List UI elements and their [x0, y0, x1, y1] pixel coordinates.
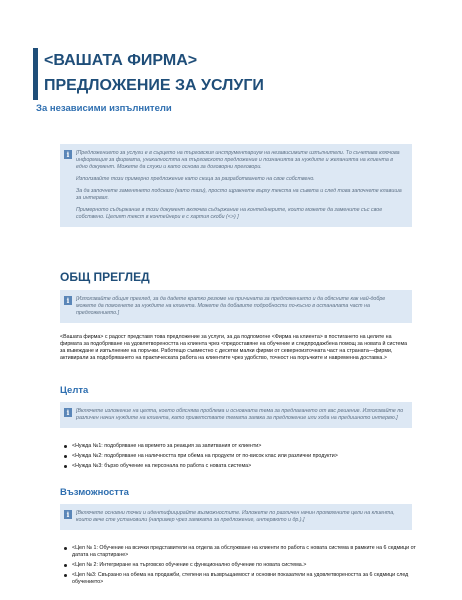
- title-block: [44, 51, 264, 95]
- company-name: <ВАШАТА ФИРМА>: [44, 52, 198, 69]
- list-item: <Цел № 2: Интегриране на търговско обучение с функционално обучение по новата система.>: [72, 562, 422, 569]
- tip-paragraph: [Използвайте общия преглед, за да дадете кратко резюме на причината за предложението и да обясните как най-добре можете да помогнете за нуждите на клиента. Можете да добавите подробности по-късно в останалата част на предложението.]: [76, 296, 386, 316]
- opportunity-heading: Възможността: [60, 487, 129, 498]
- list-item: <Нужда №3: бързо обучение на персонала по работа с новата система>: [72, 463, 422, 470]
- tip-paragraph: Примерното съдържание в този документ включва съдържание на контейнерите, които можете да замените със свое собствено. Целият текст в контейнери е с хартия скоби (<>) ]: [76, 207, 383, 220]
- document-title: ПРЕДЛОЖЕНИЕ ЗА УСЛУГИ: [44, 77, 264, 94]
- opportunity-tip-box: [60, 504, 412, 530]
- list-item: <Нужда №1: подобряване на времето за реакция за запитвания от клиенти>: [72, 443, 422, 450]
- info-icon: i: [64, 296, 72, 305]
- opportunity-list: [60, 545, 422, 589]
- info-icon: i: [64, 150, 72, 159]
- info-icon: i: [64, 510, 72, 519]
- list-item: <Нужда №2: подобряване на наличността при обема на продукти от по-висок клас или различни продукти>: [72, 453, 422, 460]
- intro-tip-box: [60, 144, 412, 227]
- overview-body: <Вашата фирма> с радост представя това предложение за услуги, за да подпомогне <Фирма на клиента> в постигането на целите на фирмата за подобряване на удовлетвореността на клиента чрез <предоставяне на обучение и следпродажбена помощ за новата й система за въвеждане и изпълнение на поръчки. Работещо съвместно с десетки малки фирми от северноизточната част на страната—фирми, активирали за подобряването на практическата работа на клиентите чрез удобство, точност на поръчките и навременна доставка.>: [60, 334, 408, 361]
- tip-paragraph: За да започнете заменянето подсказо (като тази), просто щракнете върху текста на съвета и след това започнете клавиша за интервал.: [76, 188, 402, 201]
- goal-list: [60, 443, 422, 473]
- title-accent-bar: [33, 48, 38, 100]
- tip-paragraph: [Включете основни точки и идентифицирайте възможностите. Изложете по различен начин проявлените цели на клиента, които вече сте установили (например чрез заявката за предложение, интервюто и др.).]: [76, 510, 395, 523]
- list-item: <Цел №3: Свързано на обема на продажби, степени на възвръщаемост и основни показатели на удовлетвореността за 6 седмици след обучението>: [72, 572, 422, 586]
- overview-tip-box: [60, 290, 412, 323]
- document-subtitle: За независими изпълнители: [36, 103, 172, 114]
- goal-heading: Целта: [60, 385, 89, 396]
- list-item: <Цел № 1: Обучение на всички представители на отдела за обслужване на клиенти по работа с новата система в рамките на 6 седмици от датата на стартиране>: [72, 545, 422, 559]
- tip-paragraph: [Предложението за услуги е в сърцето на търговския инструментариум на независимите изпълнители. То съчетава ключова информация за фирмата, уникалността на търговското предложение и познанията за нуждите и желанията на клиента в едно документ. Можете да служи и като основа за договорни преговори.: [76, 150, 400, 170]
- tip-paragraph: [Включете изложение на целта, което обяснява проблема и основната тема за предлагането от вас решение. Използвайте по различен начин нуждите на клиента, като приветствате темата заявка за предложение или хода на предишното интервю.]: [76, 408, 404, 421]
- info-icon: i: [64, 408, 72, 417]
- overview-heading: ОБЩ ПРЕГЛЕД: [60, 270, 150, 284]
- tip-paragraph: Използвайте този примерно предложение като скица за разработването на свое собствено.: [76, 176, 315, 182]
- goal-tip-box: [60, 402, 412, 428]
